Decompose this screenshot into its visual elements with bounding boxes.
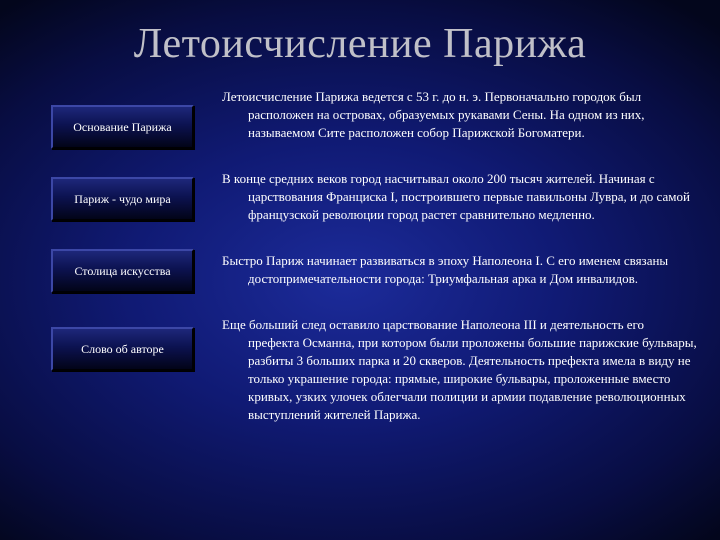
paragraph-napoleon-third: Еще больший след оставило царствование Наполеона III и деятельность его префекта Османна, при котором были проложены большие парижские бульвары, разбиты 3 больших парка и 20 скверов. Деятельность префекта имела в виду не только украшение города: прямые, широкие бульвары, проложенные вместо кривых, узких улочек облегчали полиции и армии подавление революционных выступлений жителей Парижа. xyxy=(222,317,697,422)
paragraph-founding: Летоисчисление Парижа ведется с 53 г. до н. э. Первоначально городок был расположен на островах, образуемых рукавами Сены. На одном из них, называемом Сите расположен собор Парижской Богоматери. xyxy=(222,89,645,140)
paragraph-napoleon-first: Быстро Париж начинает развиваться в эпоху Наполеона I. С его именем связаны достопримечательности города: Триумфальная арка и Дом инвалидов. xyxy=(222,253,669,286)
nav-button-founding-of-paris[interactable]: Основание Парижа xyxy=(51,105,194,149)
nav-button-capital-of-art[interactable]: Столица искусства xyxy=(51,249,194,293)
nav-button-about-author[interactable]: Слово об авторе xyxy=(51,327,194,371)
paragraph-middle-ages: В конце средних веков город насчитывал около 200 тысяч жителей. Начиная с царствования Франциска I, построившего первые павильоны Лувра, и до самой французской революции город растет сравнительно медленно. xyxy=(222,171,690,222)
nav-button-paris-wonder-of-world[interactable]: Париж - чудо мира xyxy=(51,177,194,221)
slide-title: Летоисчисление Парижа xyxy=(133,21,587,67)
